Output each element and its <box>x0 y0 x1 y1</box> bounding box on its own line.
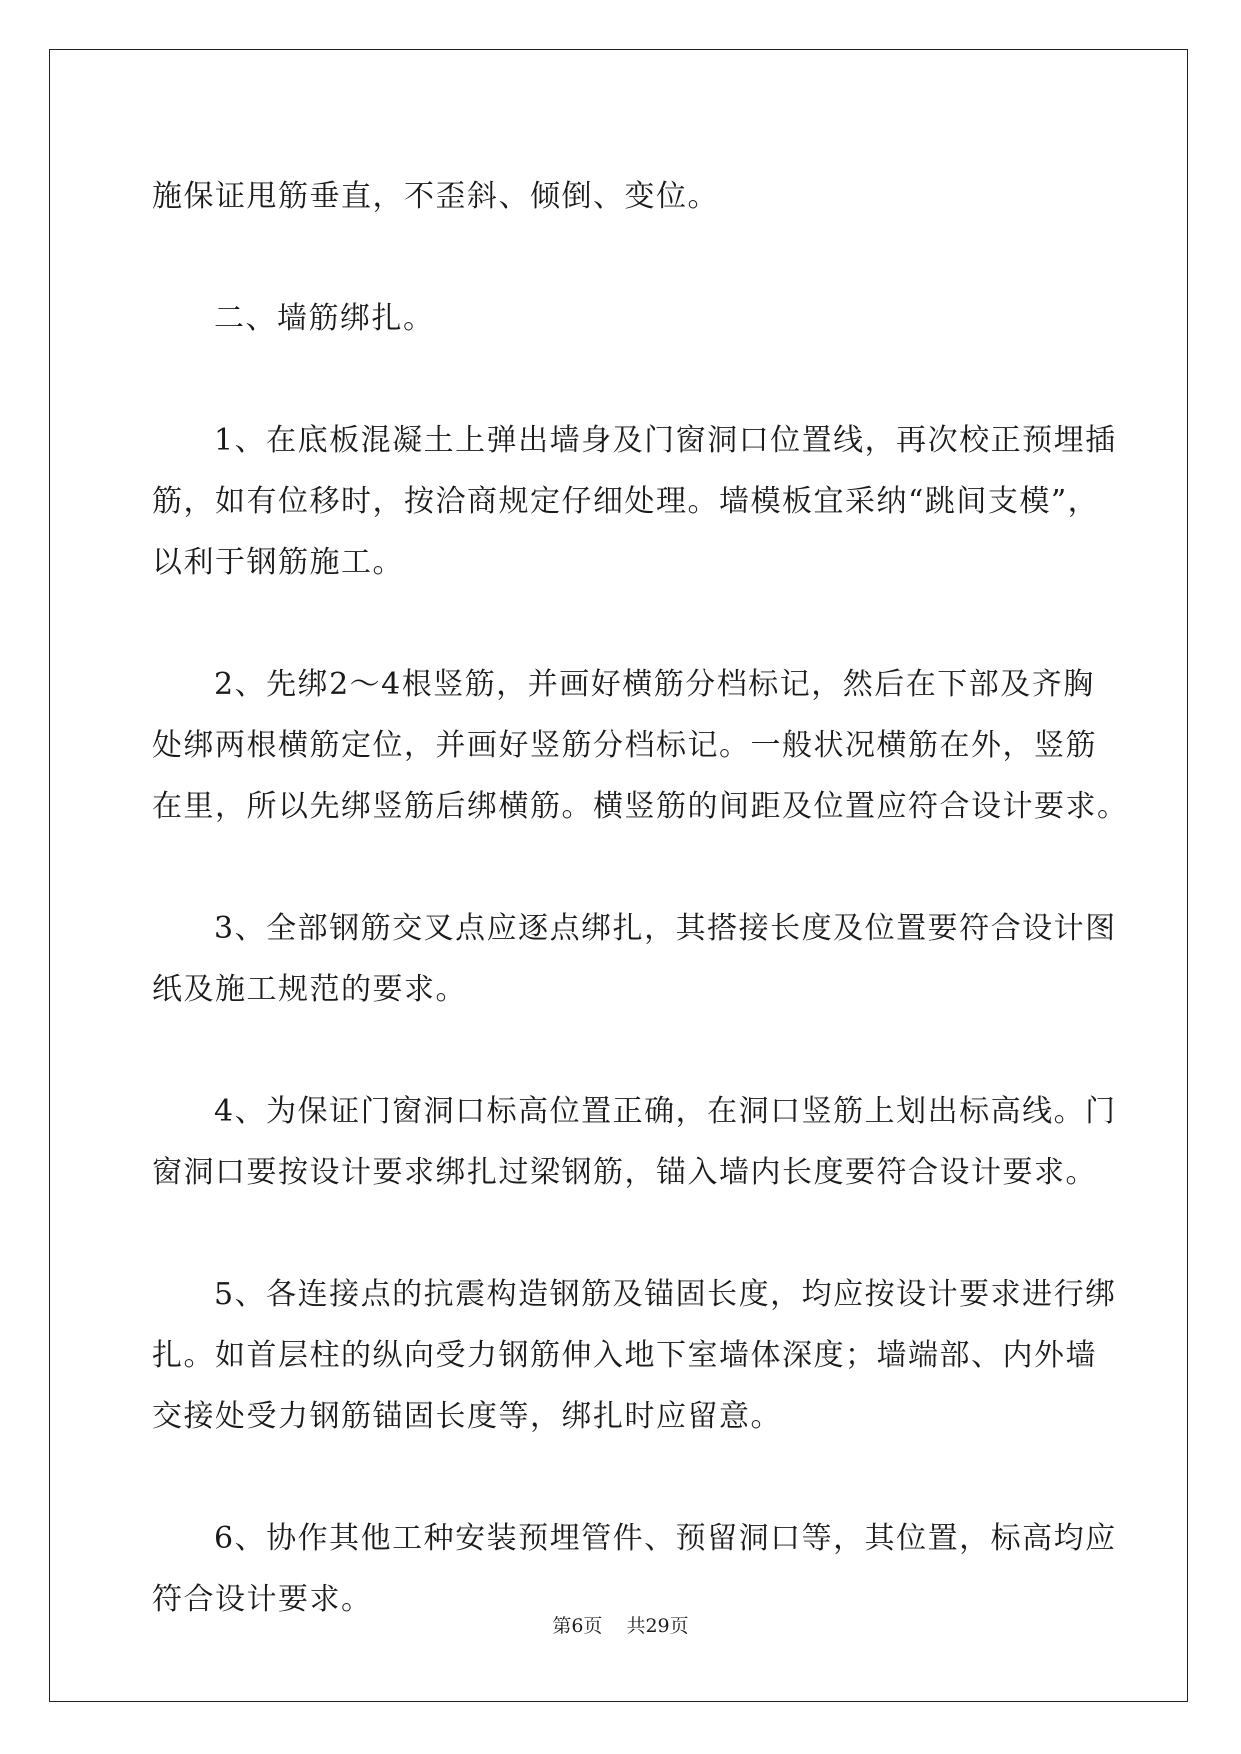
paragraph-line: 筋，如有位移时，按洽商规定仔细处理。墙模板宜采纳“跳间支模”， <box>152 484 1100 519</box>
section-heading: 二、墙筋绑扎。 <box>214 301 435 336</box>
paragraph-line: 6、协作其他工种安装预埋管件、预留洞口等，其位置，标高均应 <box>214 1521 1117 1556</box>
paragraph-line: 符合设计要求。 <box>152 1582 373 1617</box>
paragraph-line: 1、在底板混凝土上弹出墙身及门窗洞口位置线，再次校正预埋插 <box>214 423 1117 458</box>
paragraph-line: 在里，所以先绑竖筋后绑横筋。横竖筋的间距及位置应符合设计要求。 <box>152 789 1129 824</box>
page-footer <box>0 1611 1241 1638</box>
paragraph-line: 纸及施工规范的要求。 <box>152 972 467 1007</box>
paragraph-line: 3、全部钢筋交叉点应逐点绑扎，其搭接长度及位置要符合设计图 <box>214 911 1117 946</box>
page-number: 第6页 <box>552 1615 603 1637</box>
document-body <box>152 166 1129 1630</box>
paragraph-line: 5、各连接点的抗震构造钢筋及锚固长度，均应按设计要求进行绑 <box>214 1277 1117 1312</box>
paragraph-line: 处绑两根横筋定位，并画好竖筋分档标记。一般状况横筋在外，竖筋 <box>152 728 1097 763</box>
paragraph-line: 交接处受力钢筋锚固长度等，绑扎时应留意。 <box>152 1399 782 1434</box>
paragraph-line: 扎。如首层柱的纵向受力钢筋伸入地下室墙体深度；墙端部、内外墙 <box>152 1338 1097 1373</box>
paragraph-line: 窗洞口要按设计要求绑扎过梁钢筋，锚入墙内长度要符合设计要求。 <box>152 1155 1097 1190</box>
page-total: 共29页 <box>626 1615 689 1637</box>
paragraph-line: 以利于钢筋施工。 <box>152 545 404 580</box>
paragraph-line: 2、先绑2～4根竖筋，并画好横筋分档标记，然后在下部及齐胸 <box>214 667 1095 702</box>
paragraph-line: 施保证甩筋垂直，不歪斜、倾倒、变位。 <box>152 179 719 214</box>
paragraph-line: 4、为保证门窗洞口标高位置正确，在洞口竖筋上划出标高线。门 <box>214 1094 1117 1129</box>
